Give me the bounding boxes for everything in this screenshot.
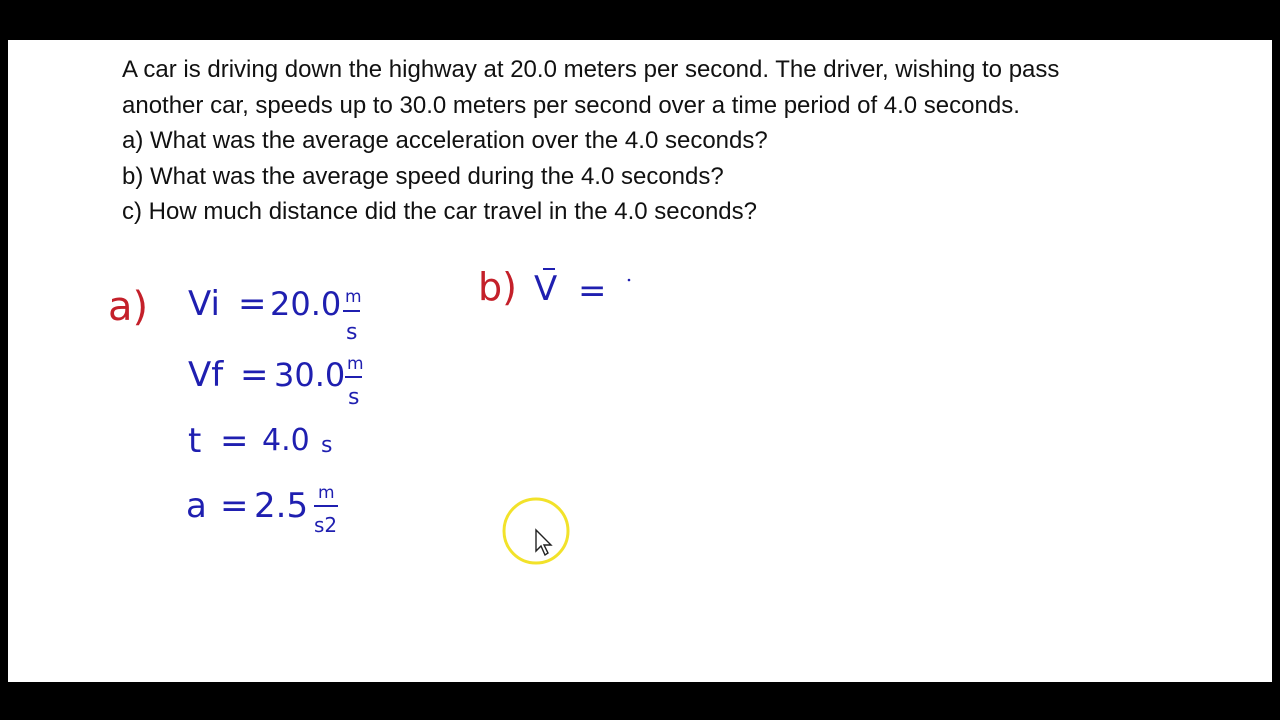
average-velocity: [534, 269, 607, 311]
t-equals: =: [220, 421, 249, 461]
vi-equals: =: [238, 284, 267, 324]
time-interval: [188, 421, 332, 461]
question-a: a) What was the average acceleration over the 4.0 seconds?: [122, 127, 768, 154]
ink-dot: [628, 279, 631, 282]
mouse-pointer-icon: [536, 530, 551, 555]
vi-unit-bottom: s: [346, 320, 358, 345]
acceleration-answer: [186, 483, 338, 537]
t-symbol: t: [188, 421, 202, 461]
initial-velocity: [188, 284, 362, 345]
t-value: 4.0: [262, 423, 310, 458]
a-unit-bottom: s2: [314, 513, 338, 537]
problem-line-1: A car is driving down the highway at 20.0 meters per second. The driver, wishing to pass: [122, 56, 1060, 83]
t-unit: s: [321, 433, 333, 458]
part-a-label: a): [108, 284, 149, 330]
vi-value: 20.0: [270, 285, 342, 323]
vi-symbol: Vi: [188, 284, 220, 324]
question-c: c) How much distance did the car travel in the 4.0 seconds?: [122, 198, 757, 225]
handwritten-notes: [8, 40, 1272, 682]
vf-symbol: Vf: [188, 355, 224, 395]
question-b: b) What was the average speed during the 4.0 seconds?: [122, 162, 724, 190]
a-unit-top: m: [318, 483, 335, 503]
final-velocity: [188, 354, 364, 410]
vf-value: 30.0: [274, 356, 346, 394]
whiteboard-page: [8, 40, 1272, 682]
cursor-highlight: [501, 493, 573, 569]
a-symbol: a: [186, 486, 207, 526]
a-value: 2.5: [254, 486, 309, 526]
vf-equals: =: [240, 355, 269, 395]
vbar-equals: =: [578, 271, 607, 311]
vf-unit-bottom: s: [348, 385, 360, 410]
vf-unit-top: m: [347, 354, 364, 374]
part-b-label: b): [478, 265, 517, 309]
problem-line-2: another car, speeds up to 30.0 meters per second over a time period of 4.0 seconds.: [122, 91, 1020, 119]
vbar-symbol: V: [534, 269, 558, 309]
vi-unit-top: m: [345, 287, 362, 307]
a-equals: =: [220, 486, 249, 526]
